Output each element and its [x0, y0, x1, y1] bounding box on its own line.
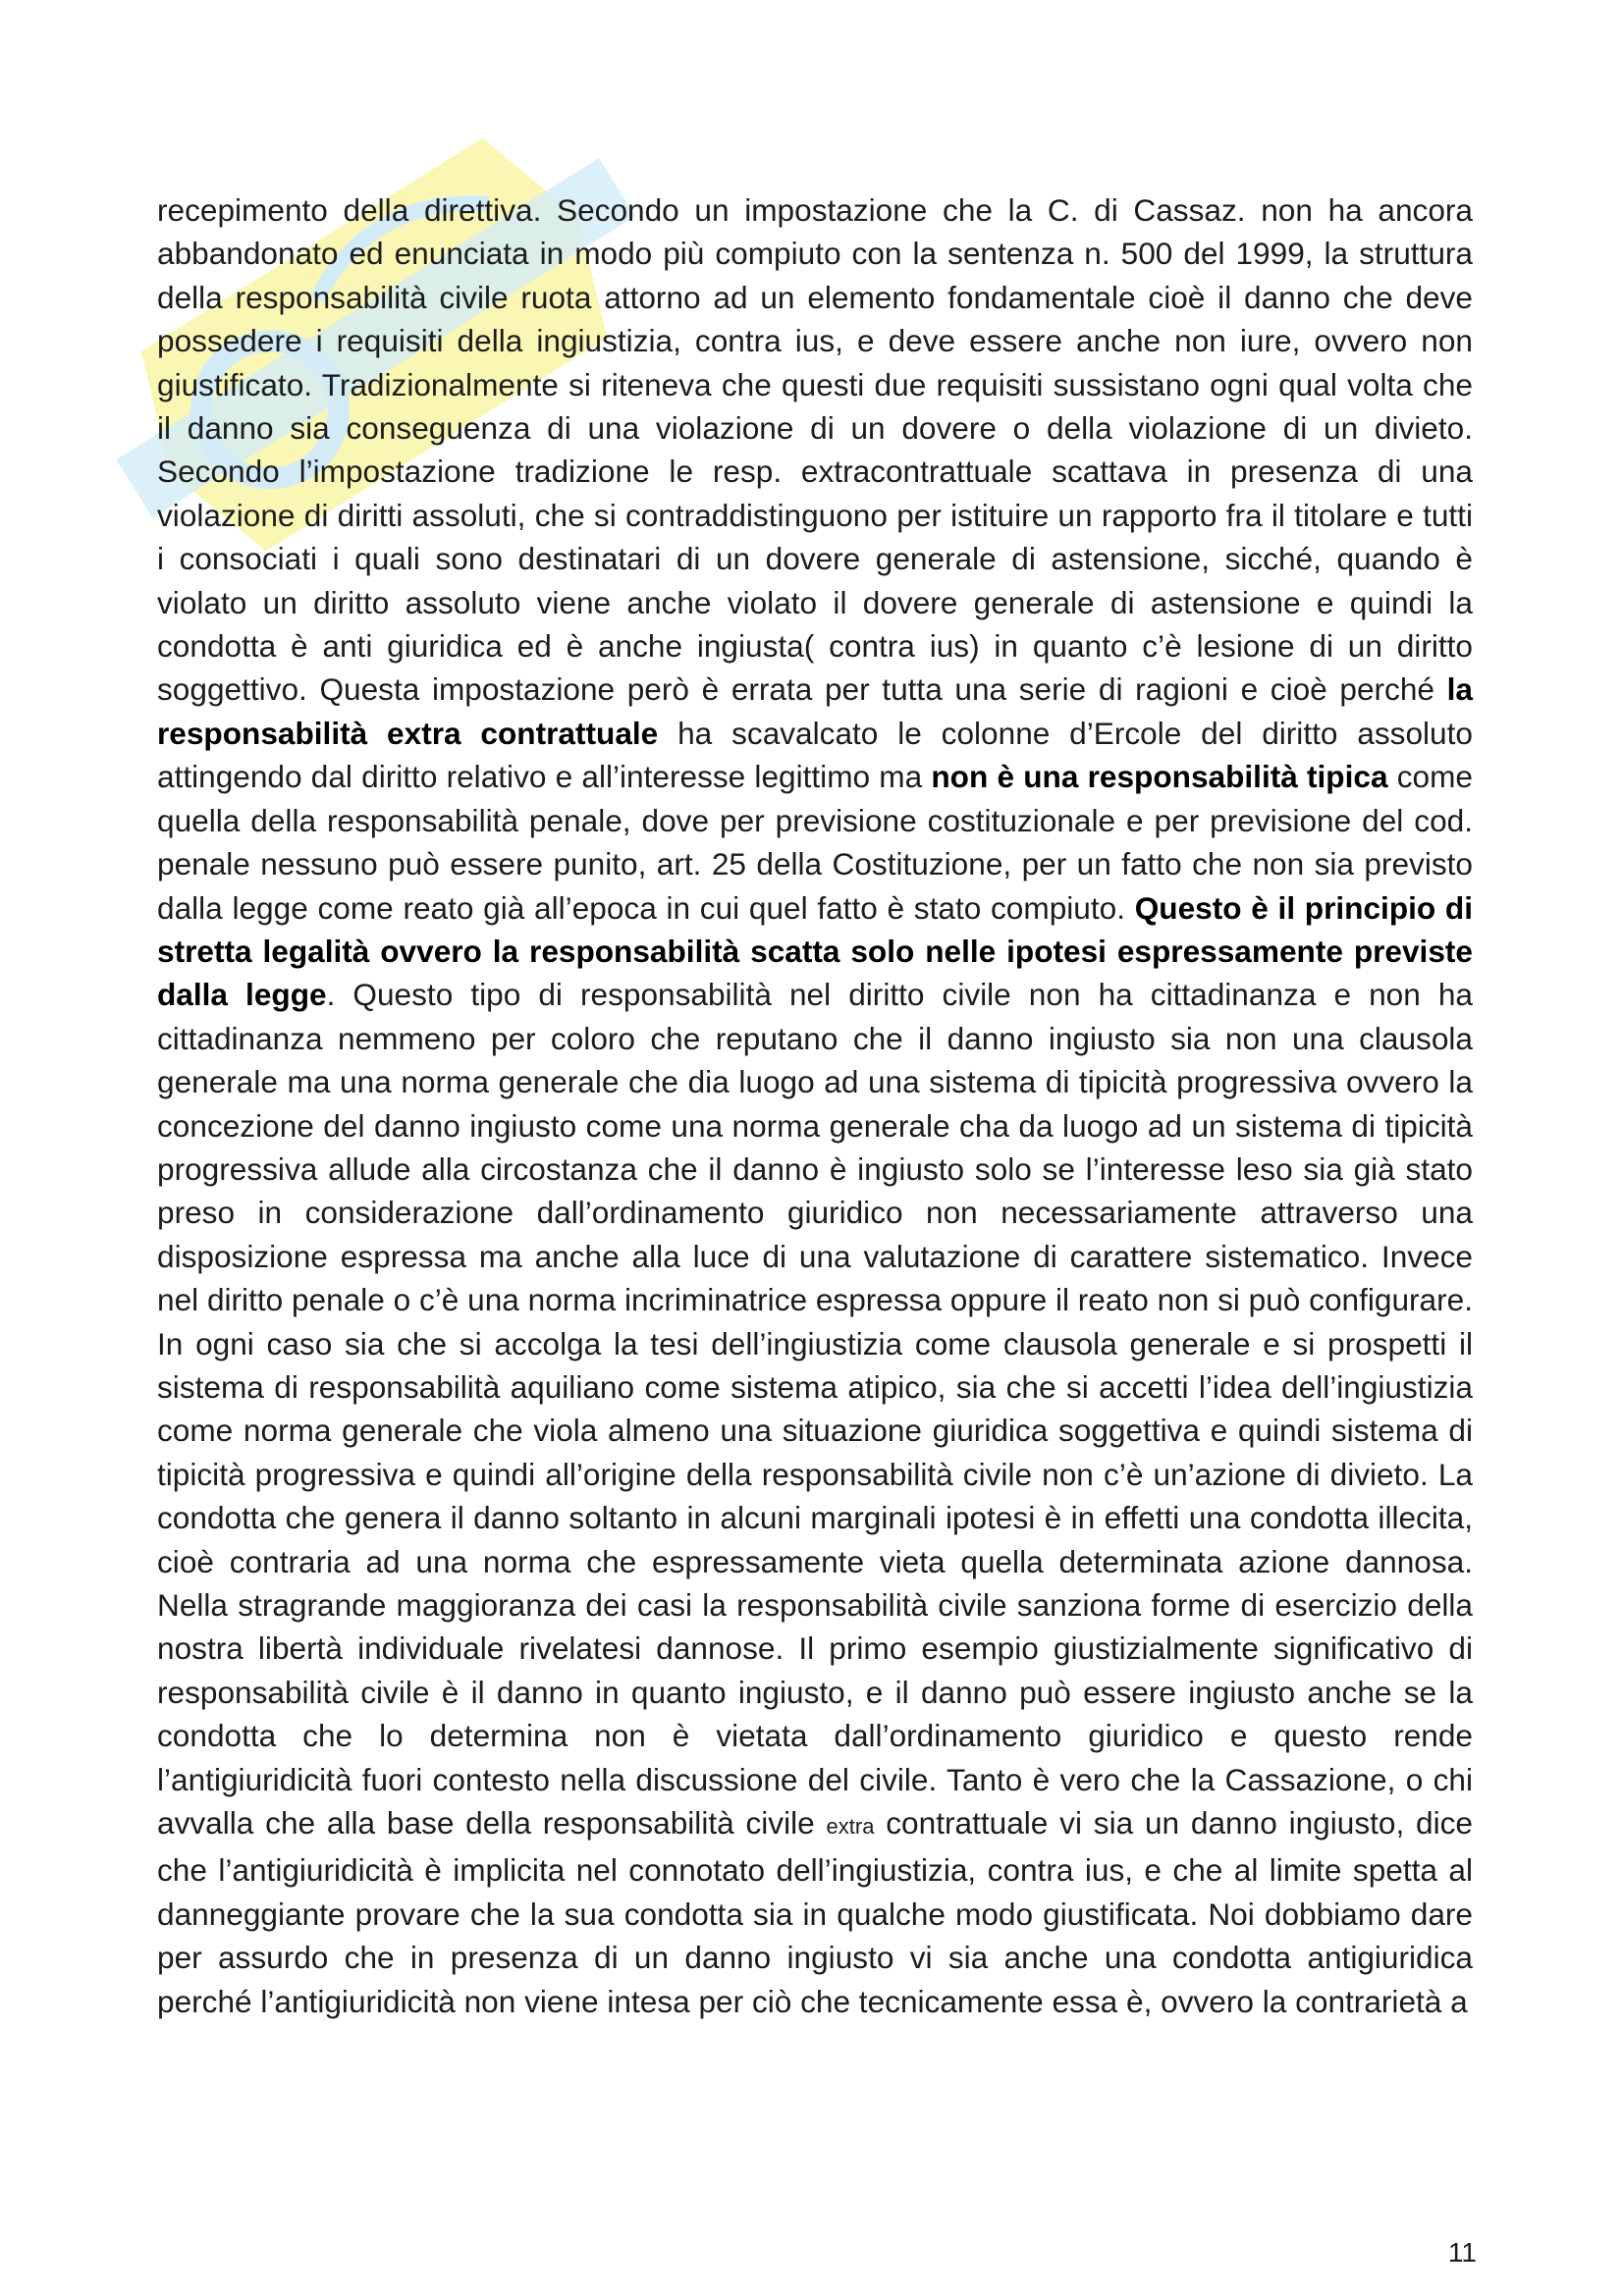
page-number: 11 — [1447, 2237, 1477, 2268]
bold-phrase: non è una responsabilità tipica — [931, 759, 1388, 795]
bold-phrase: la responsabilità extra contrattuale — [157, 671, 1473, 751]
paragraph-text: contrattuale vi sia un danno ingiusto, dice che l’antigiuridicità è implicita nel connotato dell’ingiustizia, contra ius, e che al limite spetta al danneggiante provare che la sua condotta sia in qualche modo giustificata. Noi dobbiamo dare per assurdo che in presenza di un danno ingiusto vi sia anche una condotta antigiuridica perché l’antigiuridicità non viene intesa per ciò che tecnicamente essa è, ovvero la contrarietà a — [157, 1805, 1474, 2019]
small-word: extra — [826, 1814, 875, 1840]
paragraph-text: recepimento della direttiva. Secondo un impostazione che la C. di Cassaz. non ha ancora abbandonato ed enunciata in modo più compiuto con la sentenza n. 500 del 1999, la struttura della responsabilità civile ruota attorno ad un elemento fondamentale cioè il danno che deve possedere i requisiti della ingiustizia, contra ius, e deve essere anche non iure, ovvero non giustificato. Tradizionalmente si riteneva che questi due requisiti sussistano ogni qual volta che il danno sia conseguenza di una violazione di un dovere o della violazione di un divieto. Secondo l’impostazione tradizione le resp. extracontrattuale scattava in presenza di una violazione di diritti assoluti, che si contraddistinguono per istituire un rapporto fra il titolare e tutti i consociati i quali sono destinatari di un dovere generale di astensione, sicché, quando è violato un diritto assoluto viene anche violato il dovere generale di astensione e quindi la condotta è anti giuridica ed è anche ingiusta( contra ius) in quanto c’è lesione di un diritto soggettivo. Questa impostazione però è errata per tutta una serie di ragioni e cioè perché — [157, 192, 1473, 708]
paragraph-text: ha scavalcato le colonne d’Ercole del diritto assoluto attingendo dal diritto relativo e all’interesse legittimo ma — [157, 715, 1473, 795]
body-paragraph — [157, 188, 1473, 2023]
bold-phrase: Questo è il principio di stretta legalità ovvero la responsabilità scatta solo nelle ipotesi espressamente previste dalla legge — [157, 889, 1473, 1013]
paragraph-text: come quella della responsabilità penale, dove per previsione costituzionale e per previsione del cod. penale nessuno può essere punito, art. 25 della Costituzione, per un fatto che non sia previsto dalla legge come reato già all’epoca in cui quel fatto è stato compiuto. — [157, 759, 1473, 926]
paragraph-text: . Questo tipo di responsabilità nel diritto civile non ha cittadinanza e non ha cittadinanza nemmeno per coloro che reputano che il danno ingiusto sia non una clausola generale ma una norma generale che dia luogo ad una sistema di tipicità progressiva ovvero la concezione del danno ingiusto come una norma generale cha da luogo ad un sistema di tipicità progressiva allude alla circostanza che il danno è ingiusto solo se l’interesse leso sia già stato preso in considerazione dall’ordinamento giuridico non necessariamente attraverso una disposizione espressa ma anche alla luce di una valutazione di carattere sistematico. Invece nel diritto penale o c’è una norma incriminatrice espressa oppure il reato non si può configurare. In ogni caso sia che si accolga la tesi dell’ingiustizia come clausola generale e si prospetti il sistema di responsabilità aquiliano come sistema atipico, sia che si accetti l’idea dell’ingiustizia come norma generale che viola almeno una situazione giuridica soggettiva e quindi sistema di tipicità progressiva e quindi all’origine della responsabilità civile non c’è un’azione di divieto. La condotta che genera il danno soltanto in alcuni marginali ipotesi è in effetti una condotta illecita, cioè contraria ad una norma che espressamente vieta quella determinata azione dannosa. Nella stragrande maggioranza dei casi la responsabilità civile sanziona forme di esercizio della nostra libertà individuale rivelatesi dannose. Il primo esempio giustizialmente significativo di responsabilità civile è il danno in quanto ingiusto, e il danno può essere ingiusto anche se la condotta che lo determina non è vietata dall’ordinamento giuridico e questo rende l’antigiuridicità fuori contesto nella discussione del civile. Tanto è vero che la Cassazione, o chi avvalla che alla base della responsabilità civile — [157, 977, 1473, 1842]
